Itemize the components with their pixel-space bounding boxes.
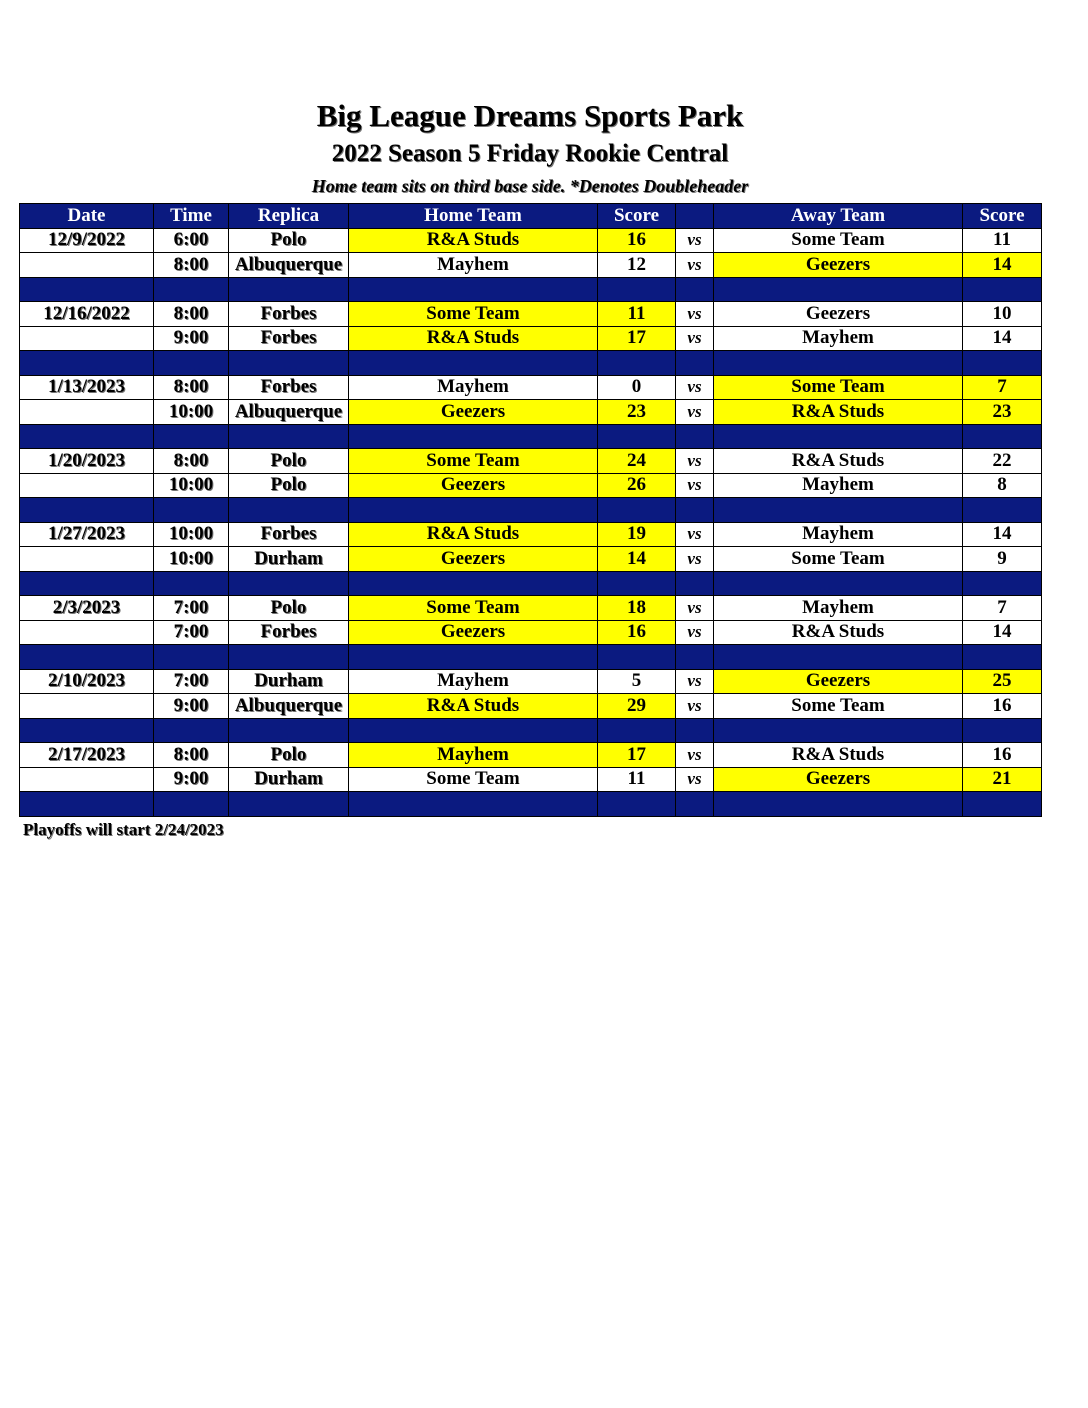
week-separator-row [20, 718, 1042, 743]
game-date [20, 767, 154, 792]
game-time: 8:00 [154, 449, 229, 474]
game-field: Polo [229, 228, 349, 253]
away-team: Some Team [714, 547, 963, 572]
separator-cell [598, 277, 676, 302]
col-replica: Replica [229, 204, 349, 229]
separator-cell [676, 718, 714, 743]
separator-cell [349, 645, 598, 670]
separator-cell [229, 571, 349, 596]
away-score: 9 [963, 547, 1042, 572]
game-field: Durham [229, 669, 349, 694]
game-date: 2/3/2023 [20, 596, 154, 621]
home-score: 26 [598, 473, 676, 498]
home-score: 0 [598, 375, 676, 400]
separator-cell [229, 645, 349, 670]
separator-cell [154, 351, 229, 376]
game-field: Polo [229, 449, 349, 474]
separator-cell [676, 792, 714, 817]
game-date: 1/27/2023 [20, 522, 154, 547]
home-team: R&A Studs [349, 326, 598, 351]
game-date [20, 326, 154, 351]
separator-cell [714, 498, 963, 523]
schedule-note: Home team sits on third base side. *Denotes Doubleheader [311, 176, 749, 196]
game-field: Forbes [229, 620, 349, 645]
separator-cell [349, 351, 598, 376]
col-date: Date [20, 204, 154, 229]
separator-cell [20, 718, 154, 743]
col-home-score: Score [598, 204, 676, 229]
home-score: 11 [598, 767, 676, 792]
home-score: 11 [598, 302, 676, 327]
table-row [20, 743, 1042, 768]
home-score: 29 [598, 694, 676, 719]
vs-label: vs [676, 326, 714, 351]
vs-label: vs [676, 596, 714, 621]
game-date [20, 473, 154, 498]
away-score: 16 [963, 743, 1042, 768]
game-date [20, 253, 154, 278]
schedule-body [20, 228, 1042, 816]
away-team: Some Team [714, 694, 963, 719]
away-score: 7 [963, 375, 1042, 400]
table-row [20, 473, 1042, 498]
separator-cell [963, 277, 1042, 302]
separator-cell [20, 424, 154, 449]
table-row [20, 694, 1042, 719]
table-row [20, 522, 1042, 547]
vs-label: vs [676, 522, 714, 547]
home-team: R&A Studs [349, 228, 598, 253]
separator-cell [349, 498, 598, 523]
separator-cell [349, 424, 598, 449]
vs-label: vs [676, 253, 714, 278]
table-row [20, 449, 1042, 474]
separator-cell [598, 498, 676, 523]
game-field: Albuquerque [229, 253, 349, 278]
separator-cell [963, 792, 1042, 817]
vs-label: vs [676, 547, 714, 572]
separator-cell [714, 277, 963, 302]
away-team: Mayhem [714, 522, 963, 547]
away-team: R&A Studs [714, 620, 963, 645]
col-away-team: Away Team [714, 204, 963, 229]
separator-cell [963, 424, 1042, 449]
separator-cell [229, 498, 349, 523]
table-row [20, 228, 1042, 253]
table-row [20, 375, 1042, 400]
separator-cell [154, 792, 229, 817]
separator-cell [598, 718, 676, 743]
home-team: Geezers [349, 547, 598, 572]
week-separator-row [20, 424, 1042, 449]
separator-cell [598, 571, 676, 596]
separator-cell [20, 571, 154, 596]
table-row [20, 669, 1042, 694]
separator-cell [714, 792, 963, 817]
away-score: 14 [963, 253, 1042, 278]
separator-cell [20, 277, 154, 302]
away-score: 11 [963, 228, 1042, 253]
away-team: Geezers [714, 302, 963, 327]
game-date: 12/16/2022 [20, 302, 154, 327]
separator-cell [676, 351, 714, 376]
game-time: 9:00 [154, 694, 229, 719]
game-time: 8:00 [154, 743, 229, 768]
col-vs [676, 204, 714, 229]
away-team: R&A Studs [714, 449, 963, 474]
separator-cell [229, 718, 349, 743]
game-time: 10:00 [154, 522, 229, 547]
table-row [20, 326, 1042, 351]
home-score: 16 [598, 620, 676, 645]
separator-cell [714, 351, 963, 376]
col-time: Time [154, 204, 229, 229]
home-team: Some Team [349, 596, 598, 621]
home-score: 23 [598, 400, 676, 425]
schedule-table [19, 203, 1042, 817]
separator-cell [20, 351, 154, 376]
home-team: R&A Studs [349, 522, 598, 547]
separator-cell [349, 277, 598, 302]
vs-label: vs [676, 375, 714, 400]
home-team: Geezers [349, 620, 598, 645]
game-field: Polo [229, 743, 349, 768]
away-team: Some Team [714, 375, 963, 400]
week-separator-row [20, 571, 1042, 596]
game-date: 2/17/2023 [20, 743, 154, 768]
home-team: Geezers [349, 400, 598, 425]
week-separator-row [20, 277, 1042, 302]
week-separator-row [20, 351, 1042, 376]
separator-cell [598, 424, 676, 449]
separator-cell [714, 424, 963, 449]
home-team: Some Team [349, 767, 598, 792]
separator-cell [20, 498, 154, 523]
game-date [20, 620, 154, 645]
game-field: Forbes [229, 326, 349, 351]
table-row [20, 596, 1042, 621]
away-team: R&A Studs [714, 743, 963, 768]
away-score: 25 [963, 669, 1042, 694]
separator-cell [154, 571, 229, 596]
home-team: Some Team [349, 449, 598, 474]
game-field: Albuquerque [229, 694, 349, 719]
vs-label: vs [676, 694, 714, 719]
game-field: Durham [229, 767, 349, 792]
game-time: 7:00 [154, 620, 229, 645]
week-separator-row [20, 645, 1042, 670]
away-team: Geezers [714, 767, 963, 792]
vs-label: vs [676, 228, 714, 253]
separator-cell [20, 792, 154, 817]
away-score: 23 [963, 400, 1042, 425]
home-team: Geezers [349, 473, 598, 498]
game-field: Forbes [229, 302, 349, 327]
game-date [20, 694, 154, 719]
home-score: 19 [598, 522, 676, 547]
separator-cell [714, 718, 963, 743]
separator-cell [154, 424, 229, 449]
page-subtitle: 2022 Season 5 Friday Rookie Central [331, 140, 729, 167]
separator-cell [229, 351, 349, 376]
home-team: Mayhem [349, 743, 598, 768]
away-score: 22 [963, 449, 1042, 474]
separator-cell [676, 498, 714, 523]
separator-cell [963, 645, 1042, 670]
game-time: 7:00 [154, 596, 229, 621]
table-row [20, 253, 1042, 278]
game-time: 8:00 [154, 253, 229, 278]
vs-label: vs [676, 669, 714, 694]
home-score: 12 [598, 253, 676, 278]
week-separator-row [20, 792, 1042, 817]
game-date [20, 400, 154, 425]
page-title: Big League Dreams Sports Park [316, 98, 744, 133]
table-row [20, 620, 1042, 645]
table-row [20, 400, 1042, 425]
away-score: 14 [963, 522, 1042, 547]
game-time: 7:00 [154, 669, 229, 694]
game-date [20, 547, 154, 572]
separator-cell [349, 571, 598, 596]
away-team: Geezers [714, 669, 963, 694]
game-date: 1/13/2023 [20, 375, 154, 400]
away-team: Mayhem [714, 596, 963, 621]
vs-label: vs [676, 743, 714, 768]
separator-cell [154, 277, 229, 302]
game-field: Forbes [229, 522, 349, 547]
game-field: Polo [229, 473, 349, 498]
home-team: Mayhem [349, 669, 598, 694]
home-score: 24 [598, 449, 676, 474]
separator-cell [349, 792, 598, 817]
away-score: 16 [963, 694, 1042, 719]
separator-cell [676, 277, 714, 302]
game-date: 1/20/2023 [20, 449, 154, 474]
game-time: 10:00 [154, 473, 229, 498]
home-score: 16 [598, 228, 676, 253]
table-row [20, 547, 1042, 572]
separator-cell [714, 571, 963, 596]
game-field: Durham [229, 547, 349, 572]
table-row [20, 302, 1042, 327]
game-field: Polo [229, 596, 349, 621]
home-score: 14 [598, 547, 676, 572]
game-date: 2/10/2023 [20, 669, 154, 694]
away-team: Geezers [714, 253, 963, 278]
separator-cell [154, 645, 229, 670]
home-score: 17 [598, 743, 676, 768]
home-score: 18 [598, 596, 676, 621]
separator-cell [676, 645, 714, 670]
away-team: R&A Studs [714, 400, 963, 425]
home-score: 17 [598, 326, 676, 351]
col-home-team: Home Team [349, 204, 598, 229]
game-date: 12/9/2022 [20, 228, 154, 253]
game-time: 8:00 [154, 302, 229, 327]
separator-cell [676, 571, 714, 596]
separator-cell [154, 718, 229, 743]
home-team: Some Team [349, 302, 598, 327]
away-score: 14 [963, 620, 1042, 645]
home-team: Mayhem [349, 253, 598, 278]
separator-cell [598, 645, 676, 670]
away-score: 10 [963, 302, 1042, 327]
table-row [20, 767, 1042, 792]
separator-cell [20, 645, 154, 670]
separator-cell [963, 718, 1042, 743]
vs-label: vs [676, 473, 714, 498]
separator-cell [676, 424, 714, 449]
vs-label: vs [676, 620, 714, 645]
game-time: 10:00 [154, 547, 229, 572]
separator-cell [598, 351, 676, 376]
home-team: R&A Studs [349, 694, 598, 719]
separator-cell [714, 645, 963, 670]
separator-cell [963, 498, 1042, 523]
vs-label: vs [676, 302, 714, 327]
game-time: 9:00 [154, 326, 229, 351]
vs-label: vs [676, 449, 714, 474]
game-time: 10:00 [154, 400, 229, 425]
vs-label: vs [676, 400, 714, 425]
game-time: 9:00 [154, 767, 229, 792]
game-field: Forbes [229, 375, 349, 400]
away-score: 21 [963, 767, 1042, 792]
away-score: 7 [963, 596, 1042, 621]
home-score: 5 [598, 669, 676, 694]
week-separator-row [20, 498, 1042, 523]
away-score: 14 [963, 326, 1042, 351]
separator-cell [229, 277, 349, 302]
away-team: Some Team [714, 228, 963, 253]
game-time: 6:00 [154, 228, 229, 253]
header-row [20, 204, 1042, 229]
separator-cell [598, 792, 676, 817]
away-score: 8 [963, 473, 1042, 498]
separator-cell [154, 498, 229, 523]
vs-label: vs [676, 767, 714, 792]
separator-cell [963, 571, 1042, 596]
away-team: Mayhem [714, 326, 963, 351]
game-field: Albuquerque [229, 400, 349, 425]
separator-cell [229, 424, 349, 449]
home-team: Mayhem [349, 375, 598, 400]
separator-cell [229, 792, 349, 817]
game-time: 8:00 [154, 375, 229, 400]
col-away-score: Score [963, 204, 1042, 229]
playoffs-note: Playoffs will start 2/24/2023 [23, 820, 224, 839]
separator-cell [349, 718, 598, 743]
separator-cell [963, 351, 1042, 376]
away-team: Mayhem [714, 473, 963, 498]
